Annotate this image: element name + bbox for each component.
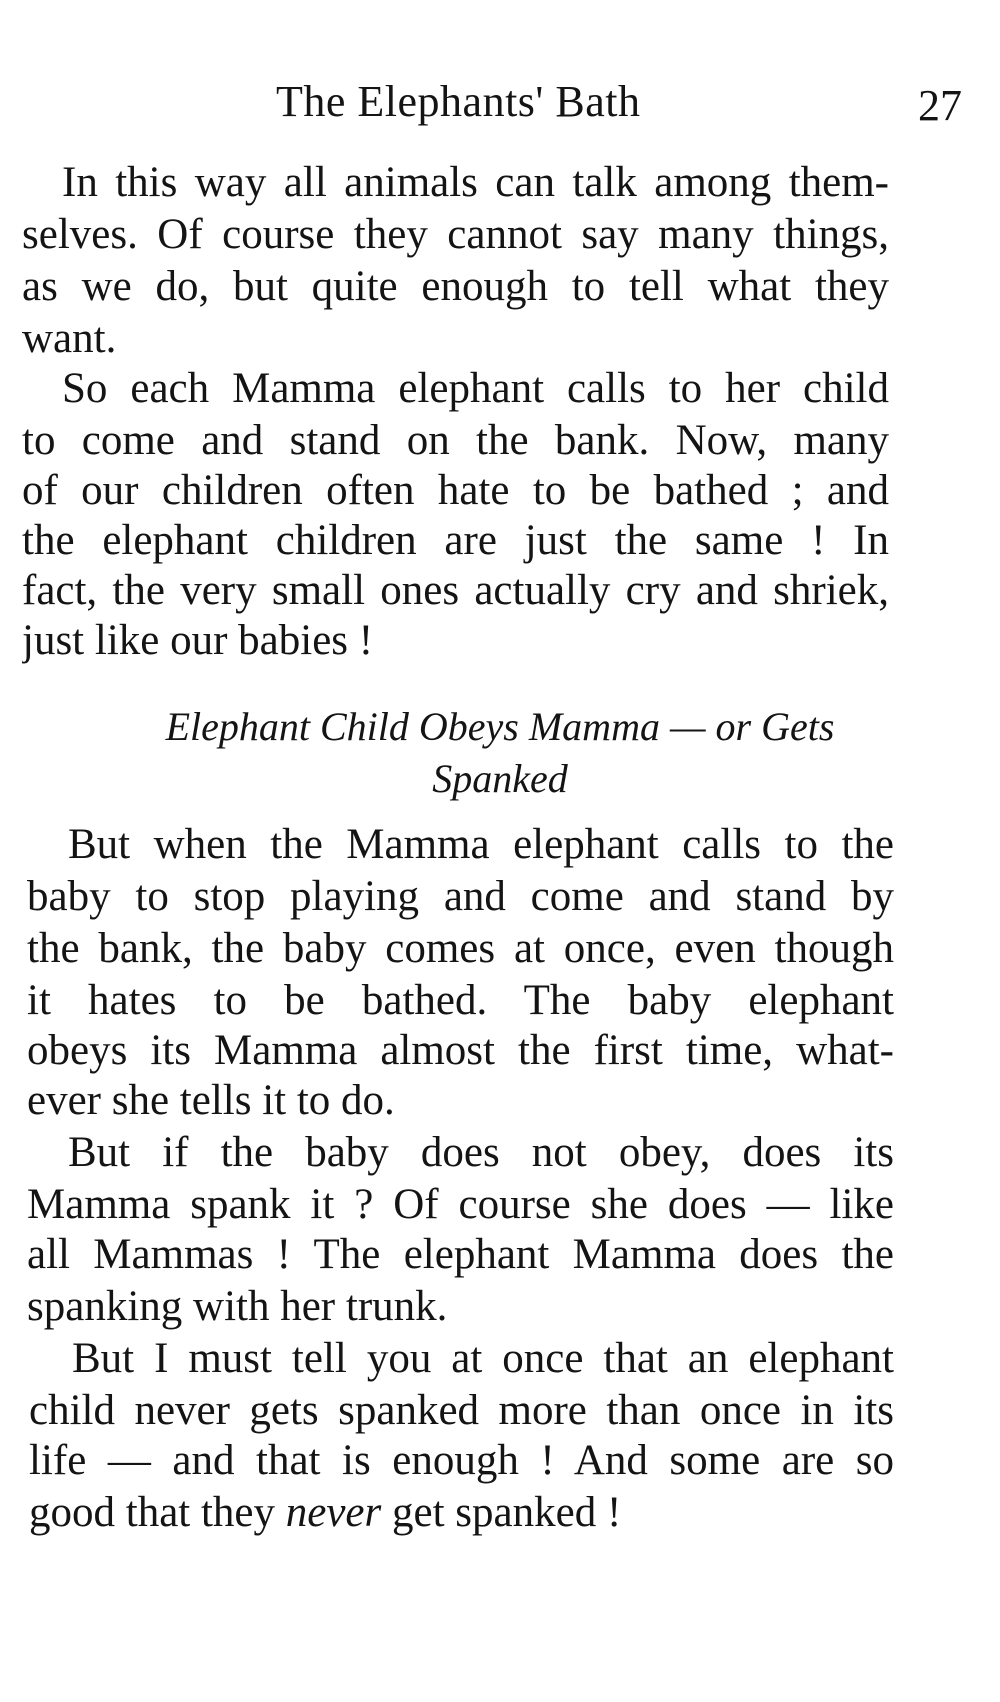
section-heading-line-1: Elephant Child Obeys Mamma — or Gets <box>165 704 835 749</box>
text-line: the bank, the baby comes at once, even though <box>27 925 894 972</box>
text-line: In this way all animals can talk among them- <box>62 159 889 206</box>
text-line: Mamma spank it ? Of course she does — like <box>27 1181 894 1228</box>
text-line: to come and stand on the bank. Now, many <box>22 417 889 464</box>
text-line: selves. Of course they cannot say many things, <box>22 211 889 258</box>
text-line: want. <box>22 315 117 362</box>
text-line: spanking with her trunk. <box>27 1283 448 1330</box>
running-title: The Elephants' Bath <box>276 77 641 126</box>
text-line: baby to stop playing and come and stand by <box>27 873 894 920</box>
text-line: all Mammas ! The elephant Mamma does the <box>27 1231 894 1278</box>
text-line: as we do, but quite enough to tell what they <box>22 263 889 310</box>
text-line: just like our babies ! <box>22 617 374 664</box>
emphasized-word: never <box>285 1489 382 1536</box>
text-line-last <box>29 1486 894 1540</box>
text-line: But I must tell you at once that an elephant <box>72 1335 894 1382</box>
text-line: fact, the very small ones actually cry and shriek, <box>22 567 889 614</box>
text-line: But if the baby does not obey, does its <box>68 1129 894 1176</box>
text-line: life — and that is enough ! And some are so <box>29 1437 894 1484</box>
text-line: it hates to be bathed. The baby elephant <box>27 977 894 1024</box>
text-line: obeys its Mamma almost the first time, what- <box>27 1027 894 1074</box>
text-line: ever she tells it to do. <box>27 1077 395 1124</box>
text-line: the elephant children are just the same ! In <box>22 517 889 564</box>
running-head <box>0 72 1000 132</box>
page-number: 27 <box>918 81 962 130</box>
text-line: of our children often hate to be bathed ; and <box>22 467 889 514</box>
text-line: But when the Mamma elephant calls to the <box>68 821 894 868</box>
text-line: So each Mamma elephant calls to her child <box>62 365 889 412</box>
text-line: child never gets spanked more than once in its <box>29 1387 894 1434</box>
text-after-emphasis: get spanked ! <box>392 1489 622 1536</box>
section-heading-line-2: Spanked <box>432 756 568 801</box>
text-before-emphasis: good that they <box>29 1489 276 1536</box>
